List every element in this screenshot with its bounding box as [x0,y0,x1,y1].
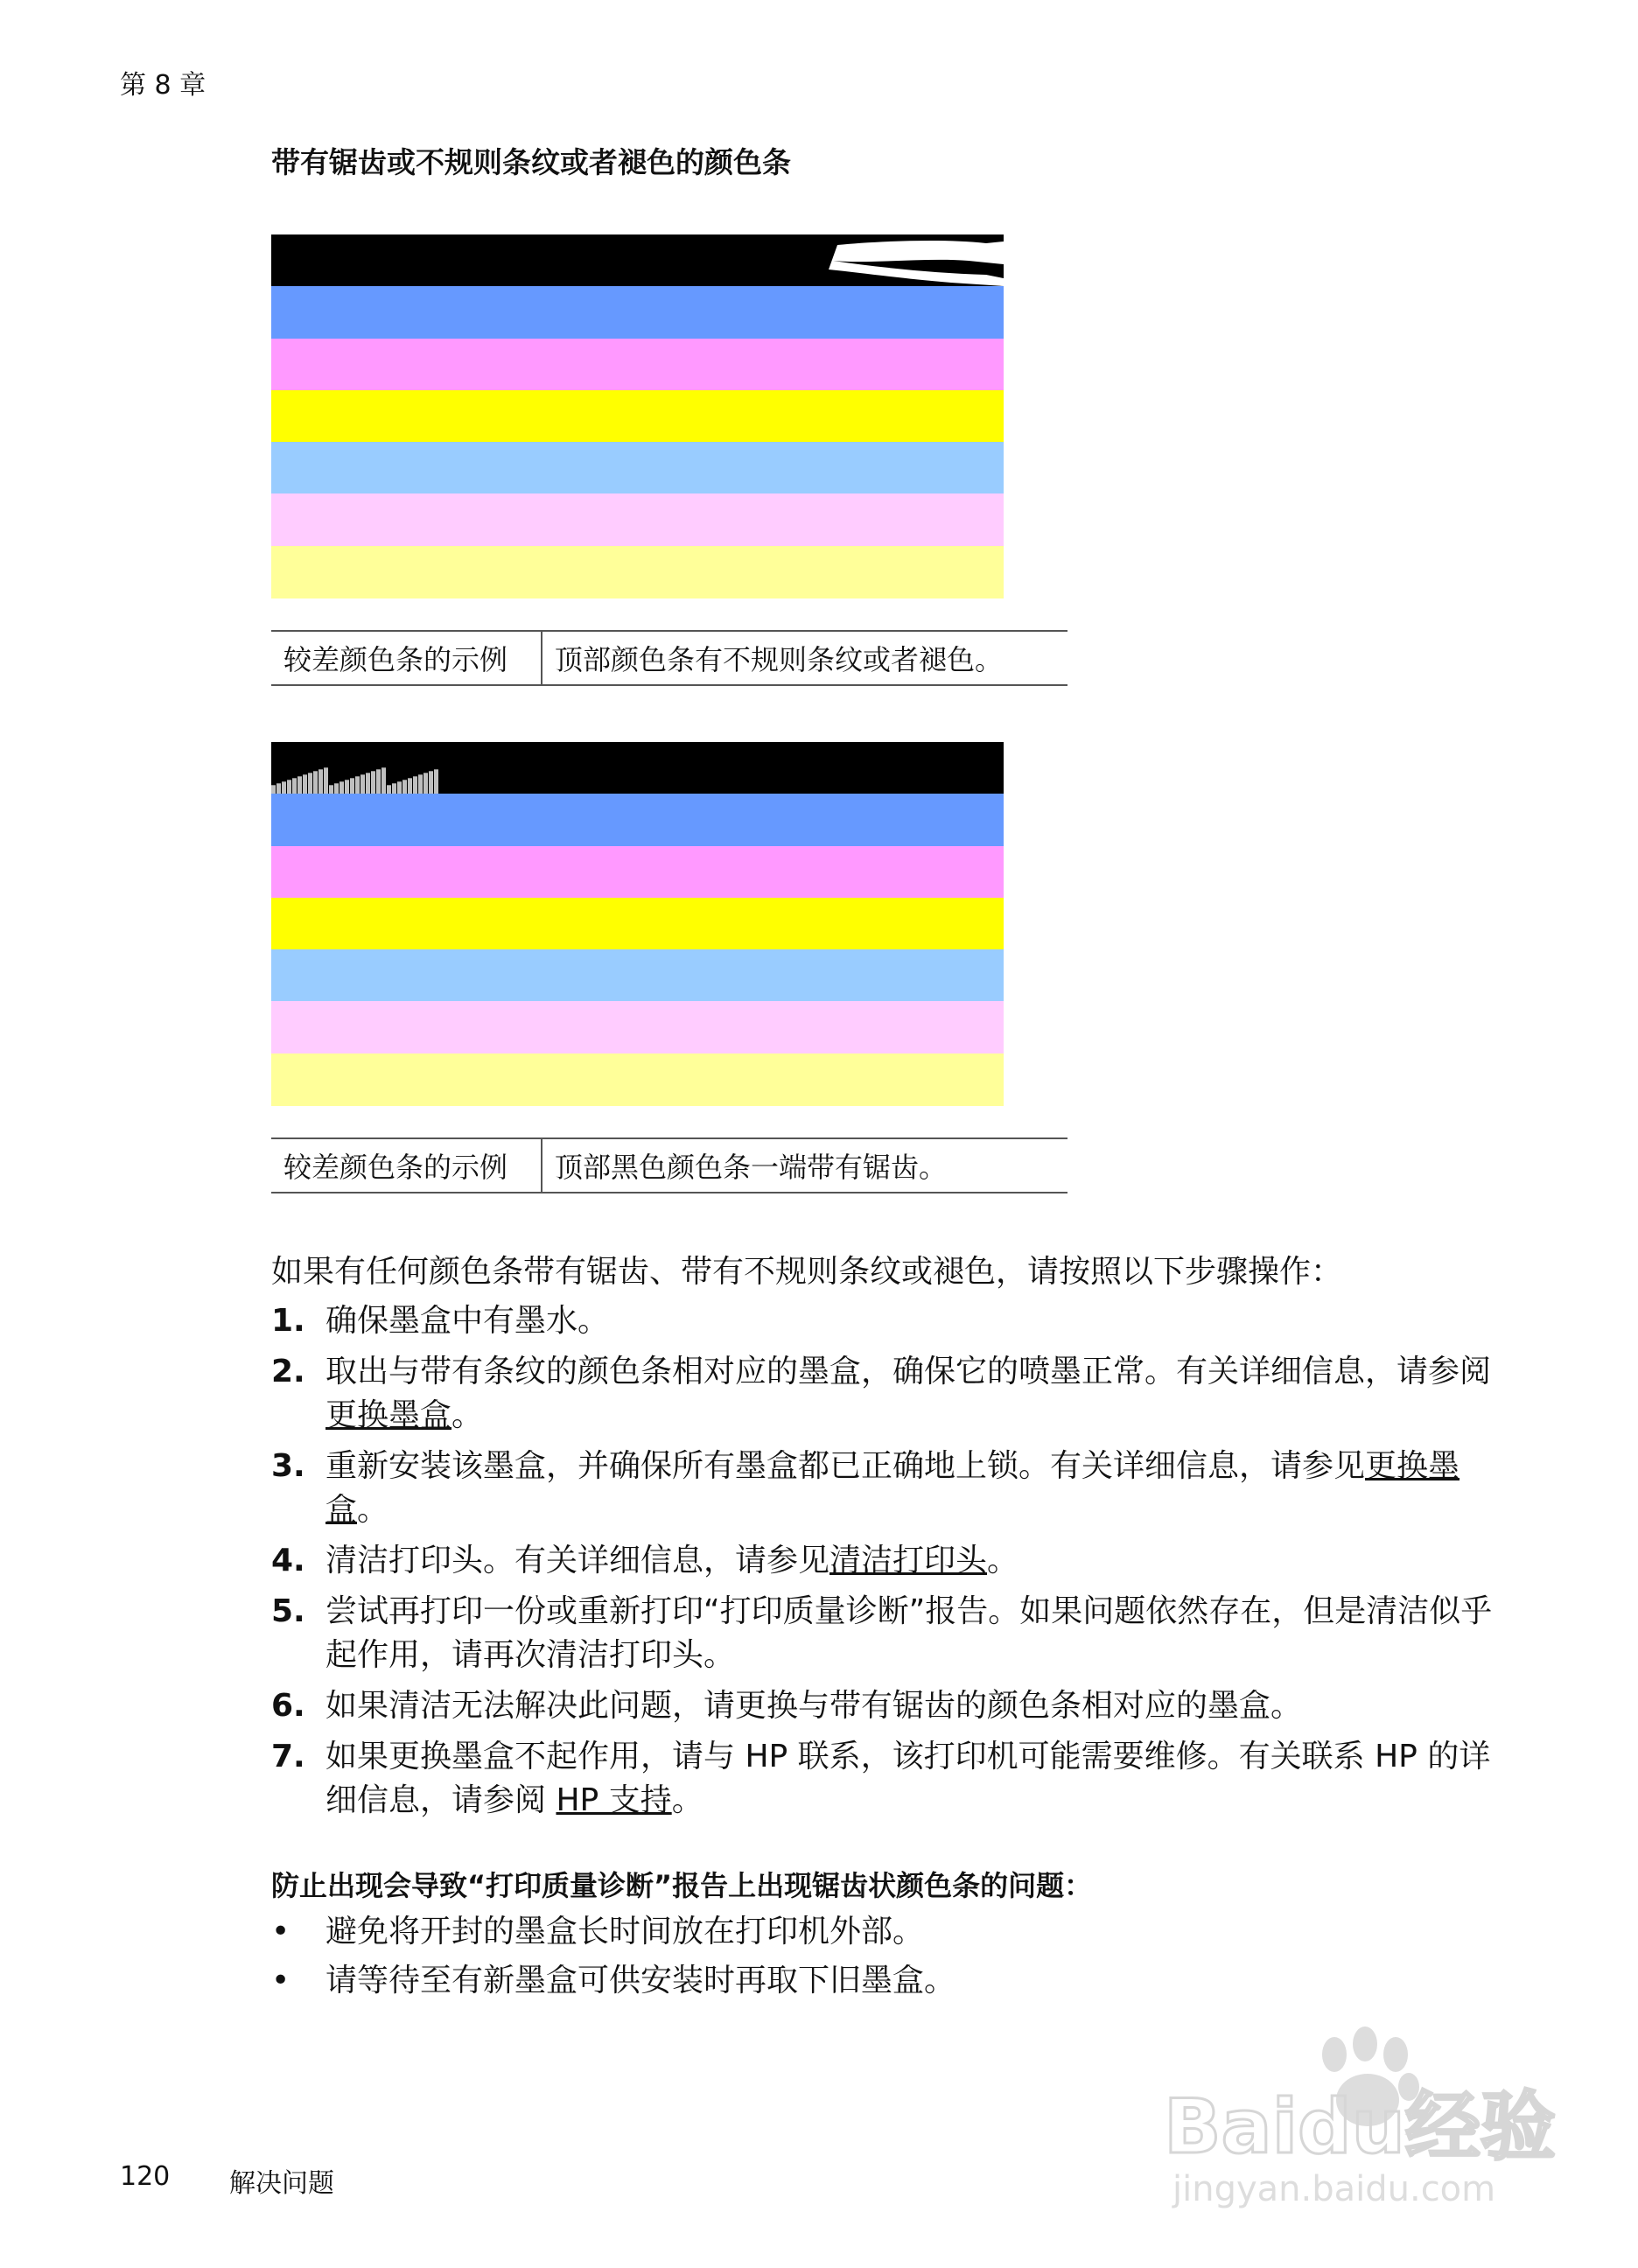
defect-overlay [271,742,1004,794]
color-bar-sample-streaked [271,234,1004,598]
replace-cartridge-link[interactable]: 更换墨盒 [326,1448,1460,1528]
step-number: 5. [271,1593,305,1629]
step-text: 清洁打印头。有关详细信息，请参见 [326,1543,830,1578]
step-text-end: 。 [671,1782,704,1818]
step-number: 4. [271,1543,305,1578]
light-cyan-band [271,442,1004,494]
step-text: 如果清洁无法解决此问题，请更换与带有锯齿的颜色条相对应的墨盒。 [326,1688,1303,1724]
yellow-band [271,898,1004,950]
bullet-icon: • [271,1914,290,1950]
step-item [271,1539,1514,1583]
step-text: 如果更换墨盒不起作用，请与 HP 联系，该打印机可能需要维修。有关联系 HP 的详细信息，请参阅 [326,1739,1491,1818]
step-text: 尝试再打印一份或重新打印“打印质量诊断”报告。如果问题依然存在，但是清洁似乎起作用，请再次清洁打印头。 [326,1593,1493,1673]
light-yellow-band [271,1054,1004,1106]
example-caption-table [271,1138,1068,1194]
step-item [271,1299,1514,1343]
footer-title: 解决问题 [229,2168,334,2199]
watermark-brand: Baidu经验 [1164,2083,1556,2171]
blue-band [271,286,1004,339]
light-magenta-band [271,494,1004,546]
step-item [271,1684,1514,1728]
bullet-text: 请等待至有新墨盒可供安装时再取下旧墨盒。 [326,1963,956,1998]
bullet-icon: • [271,1963,290,1998]
light-cyan-band [271,949,1004,1002]
step-number: 1. [271,1303,305,1339]
watermark-url: jingyan.baidu.com [1172,2169,1496,2209]
blue-band [271,794,1004,846]
hp-support-link[interactable]: HP 支持 [556,1782,672,1818]
step-item [271,1350,1514,1438]
yellow-band [271,390,1004,443]
magenta-band [271,339,1004,391]
prevention-bullets [271,1908,956,2006]
example-label: 较差颜色条的示例 [271,1138,542,1193]
bullet-item [271,1908,956,1956]
intro-text: 如果有任何颜色条带有锯齿、带有不规则条纹或褪色，请按照以下步骤操作： [271,1254,1343,1290]
steps-list [271,1299,1514,1830]
light-yellow-band [271,546,1004,598]
example-label: 较差颜色条的示例 [271,631,542,685]
example-description: 顶部黑色颜色条一端带有锯齿。 [542,1138,1068,1193]
prevention-title: 防止出现会导致“打印质量诊断”报告上出现锯齿状颜色条的问题： [271,1869,1093,1902]
defect-overlay [271,234,1004,286]
step-text: 取出与带有条纹的颜色条相对应的墨盒，确保它的喷墨正常。有关详细信息，请参阅 [326,1354,1492,1390]
step-text-end: 。 [452,1397,484,1433]
step-number: 3. [271,1448,305,1484]
step-text: 确保墨盒中有墨水。 [326,1303,610,1339]
step-item [271,1735,1514,1823]
step-number: 6. [271,1688,305,1724]
example-description: 顶部颜色条有不规则条纹或者褪色。 [542,631,1068,685]
section-title: 带有锯齿或不规则条纹或者褪色的颜色条 [271,145,791,179]
example-caption-table [271,630,1068,686]
step-number: 2. [271,1354,305,1390]
step-item [271,1445,1514,1532]
step-text-end: 。 [987,1543,1019,1578]
step-item [271,1590,1514,1677]
bullet-text: 避免将开封的墨盒长时间放在打印机外部。 [326,1914,925,1950]
light-magenta-band [271,1001,1004,1054]
replace-cartridge-link[interactable]: 更换墨盒 [326,1397,452,1433]
step-text-end: 。 [357,1492,389,1528]
streak-mark [829,241,1004,286]
clean-printhead-link[interactable]: 清洁打印头 [830,1543,988,1578]
bullet-item [271,1956,956,2006]
step-number: 7. [271,1739,305,1774]
page-number: 120 [120,2161,171,2192]
color-bar-sample-ragged [271,742,1004,1105]
magenta-band [271,846,1004,899]
ragged-edge-mark [271,767,438,794]
step-text: 重新安装该墨盒，并确保所有墨盒都已正确地上锁。有关详细信息，请参见 [326,1448,1366,1484]
baidu-watermark-logo [1155,2012,1558,2214]
chapter-label: 第 8 章 [120,70,206,101]
